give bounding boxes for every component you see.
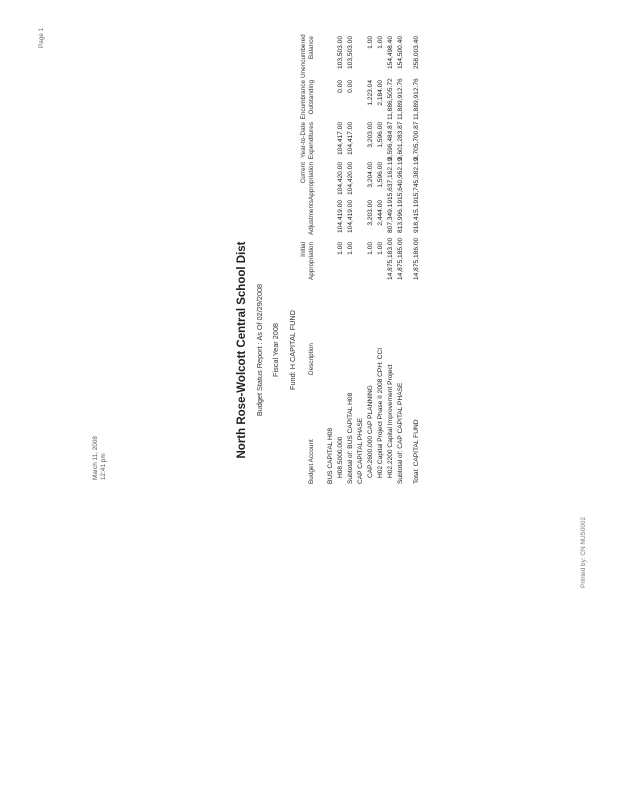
row-value-bal: 1.00 xyxy=(377,36,384,49)
row-value-initial: 1.00 xyxy=(377,242,384,255)
col-unencumbered: Unencumbered Balance xyxy=(300,34,315,78)
row-label: CAP.2600.000 CAP PLANNING xyxy=(367,385,374,478)
row-value-initial: 14,875,186.00 xyxy=(413,237,420,280)
row-value-adj: 104,419.00 xyxy=(337,200,344,234)
row-value-current: 3,204.00 xyxy=(367,162,374,188)
row-value-bal: 103,503.00 xyxy=(337,36,344,70)
row-value-adj: 2,444.00 xyxy=(377,200,384,226)
row-value-enc: 11,886,505.72 xyxy=(387,78,394,120)
row-value-adj: 813,996.19 xyxy=(397,200,404,234)
row-value-initial: 1.00 xyxy=(337,242,344,255)
row-value-initial: 14,875,185.00 xyxy=(397,237,404,280)
fund-label: Fund: H CAPITAL FUND xyxy=(288,310,297,390)
row-value-current: 15,637,162.19 xyxy=(387,157,394,200)
row-label: Total: CAPITAL FUND xyxy=(413,419,420,484)
row-value-current: 15,745,382.19 xyxy=(413,157,420,200)
row-value-adj: 918,415.19 xyxy=(413,200,420,234)
row-value-enc: 11,889,912.76 xyxy=(397,78,404,120)
row-label: Subtotal of: BUS CAPITAL H08 xyxy=(347,392,354,484)
row-label: CAP CAPITAL PHASE xyxy=(357,417,364,484)
row-value-bal: 258,003.40 xyxy=(413,36,420,70)
row-value-adj: 3,203.00 xyxy=(367,200,374,226)
row-value-ytd: 3,601,283.87 xyxy=(397,121,404,160)
row-value-enc: 0.00 xyxy=(337,80,344,93)
col-encumbrance: Encumbrance Outstanding xyxy=(300,80,315,120)
col-current: Current Appropriation xyxy=(300,161,315,200)
row-value-current: 15,640,962.19 xyxy=(397,157,404,200)
row-value-ytd: 3,705,700.87 xyxy=(413,121,420,160)
row-value-bal: 103,503.00 xyxy=(347,36,354,70)
row-value-adj: 104,419.00 xyxy=(347,200,354,234)
col-budget-account: Budget Account xyxy=(308,439,315,484)
print-time: 12:41 pm xyxy=(100,453,108,480)
print-datetime xyxy=(92,436,109,480)
row-value-initial: 1.00 xyxy=(347,242,354,255)
row-label: H02.2200 Capital Improvement Project xyxy=(387,364,394,478)
row-value-initial: 1.00 xyxy=(367,242,374,255)
page-number: Page 1 xyxy=(38,27,45,48)
row-value-current: 104,420.00 xyxy=(337,162,344,196)
row-value-ytd: 3,203.00 xyxy=(367,122,374,148)
row-value-bal: 154,500.40 xyxy=(397,36,404,70)
row-label: H08.5000.000 xyxy=(337,436,344,478)
row-label: BUS CAPITAL H08 xyxy=(327,427,334,484)
col-initial: Initial Appropriation xyxy=(300,241,315,280)
row-value-ytd: 104,417.00 xyxy=(347,122,354,156)
row-value-bal: 154,498.40 xyxy=(387,36,394,70)
print-footer: Printed by: CN NUS0002 xyxy=(580,516,587,588)
row-label: Subtotal of: CAP CAPITAL PHASE xyxy=(397,382,404,484)
row-value-current: 1,596.00 xyxy=(377,162,384,188)
row-value-bal: 1.00 xyxy=(367,36,374,49)
col-adjustments: Adjustments xyxy=(308,200,315,236)
row-value-initial: 14,875,183.00 xyxy=(387,237,394,280)
row-value-enc: 1,223.04 xyxy=(367,80,374,106)
col-description: Description xyxy=(308,343,315,375)
row-value-current: 104,420.00 xyxy=(347,162,354,196)
district-title: North Rose-Wolcott Central School Dist xyxy=(236,241,248,459)
row-label: H02 Capital Project Phase II 2008 CPH: CCI xyxy=(377,347,384,478)
fiscal-year: Fiscal Year 2008 xyxy=(271,323,280,377)
row-value-ytd: 1,596.00 xyxy=(377,122,384,148)
row-value-adj: 807,349.19 xyxy=(387,200,394,234)
row-value-enc: 11,889,912.76 xyxy=(413,78,420,120)
col-ytd: Year-to-Date Expenditures xyxy=(300,122,315,160)
row-value-enc: 0.00 xyxy=(347,80,354,93)
row-value-ytd: 3,596,484.87 xyxy=(387,121,394,160)
row-value-ytd: 104,417.00 xyxy=(337,122,344,156)
row-value-enc: 2,184.00 xyxy=(377,80,384,106)
print-date: March 11, 2008 xyxy=(92,436,99,480)
report-subtitle: Budget Status Report : As Of 02/29/2008 xyxy=(255,283,264,417)
